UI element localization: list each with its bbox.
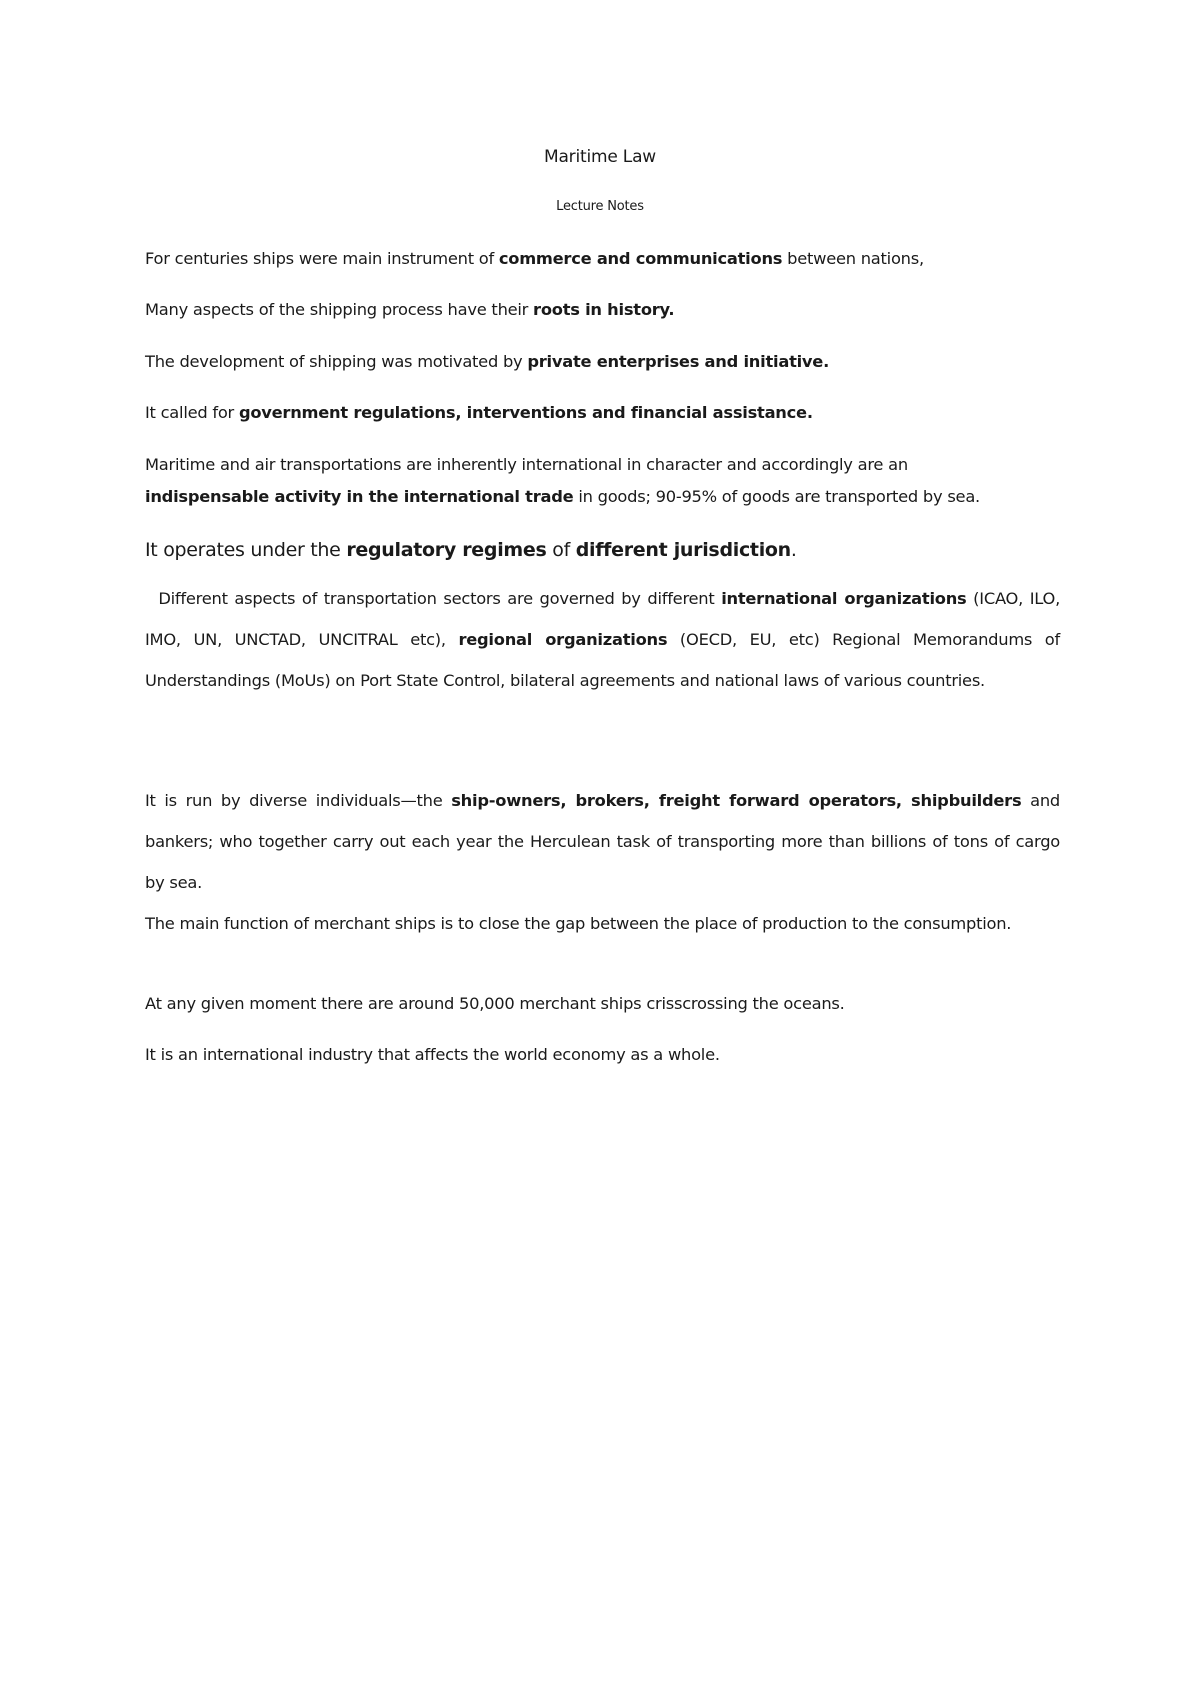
- paragraph-text: Many aspects of the shipping process have their: [145, 300, 534, 319]
- paragraph-text: It is run by diverse individuals—the: [145, 791, 452, 810]
- paragraph-text: It operates under the: [145, 539, 347, 561]
- paragraph-main-function: [145, 903, 1060, 944]
- paragraph-text: in goods; 90-95% of goods are transported by sea.: [573, 487, 980, 506]
- document-subtitle: Lecture Notes: [556, 199, 644, 214]
- paragraph-individuals: [145, 780, 1060, 903]
- paragraph-history: [145, 299, 1060, 321]
- paragraph-text: (ICAO, ILO, IMO, UN, UNCTAD, UNCITRAL etc),: [145, 589, 1065, 649]
- paragraph-jurisdiction: [145, 537, 1060, 563]
- paragraph-bold-text: indispensable activity in the international trade: [145, 487, 574, 506]
- paragraph-merchant-ships: [145, 993, 1060, 1015]
- paragraph-development: [145, 351, 1060, 373]
- paragraph-text: Maritime and air transportations are inherently international in character and accordingly are an: [145, 455, 908, 474]
- paragraph-text: Different aspects of transportation sectors are governed by different: [145, 589, 722, 608]
- paragraph-transportation-line2: [145, 486, 1060, 508]
- paragraph-bold-text: government regulations, interventions and financial assistance.: [238, 403, 813, 422]
- paragraph-text: It is an international industry that affects the world economy as a whole.: [145, 1045, 720, 1064]
- paragraph-text: The main function of merchant ships is to close the gap between the place of production to the consumption.: [145, 914, 1012, 933]
- paragraph-text: .: [790, 539, 797, 561]
- document-title: Maritime Law: [543, 147, 656, 167]
- paragraph-bold-text: regional organizations: [458, 630, 668, 649]
- paragraph-bold-text: roots in history.: [533, 300, 675, 319]
- paragraph-bold-text: ship-owners, brokers, freight forward operators, shipbuilders: [451, 791, 1022, 810]
- paragraph-text: between nations,: [782, 249, 924, 268]
- paragraph-bold-text: regulatory regimes: [346, 539, 547, 561]
- paragraph-text: At any given moment there are around 50,000 merchant ships crisscrossing the oceans.: [145, 994, 845, 1013]
- paragraph-text: of: [546, 539, 576, 561]
- paragraph-bold-text: different jurisdiction: [575, 539, 791, 561]
- paragraph-world-economy: [145, 1044, 1060, 1066]
- paragraph-text: and bankers; who together carry out each year the Herculean task of transporting more than billions of tons of cargo by sea.: [145, 791, 1061, 892]
- paragraph-text: It called for: [145, 403, 239, 422]
- paragraph-bold-text: private enterprises and initiative.: [527, 352, 830, 371]
- paragraph-text: The development of shipping was motivated by: [145, 352, 528, 371]
- paragraph-commerce: [145, 248, 1060, 270]
- paragraph-transportation: [145, 454, 1060, 476]
- paragraph-bold-text: international organizations: [721, 589, 967, 608]
- paragraph-regulations: [145, 402, 1060, 424]
- paragraph-organizations: [145, 578, 1065, 701]
- paragraph-bold-text: commerce and communications: [498, 249, 783, 268]
- paragraph-text: For centuries ships were main instrument of: [145, 249, 499, 268]
- paragraph-text: (OECD, EU, etc) Regional Memorandums of Understandings (MoUs) on Port State Control, bilateral agreements and national laws of various countries.: [145, 630, 1065, 690]
